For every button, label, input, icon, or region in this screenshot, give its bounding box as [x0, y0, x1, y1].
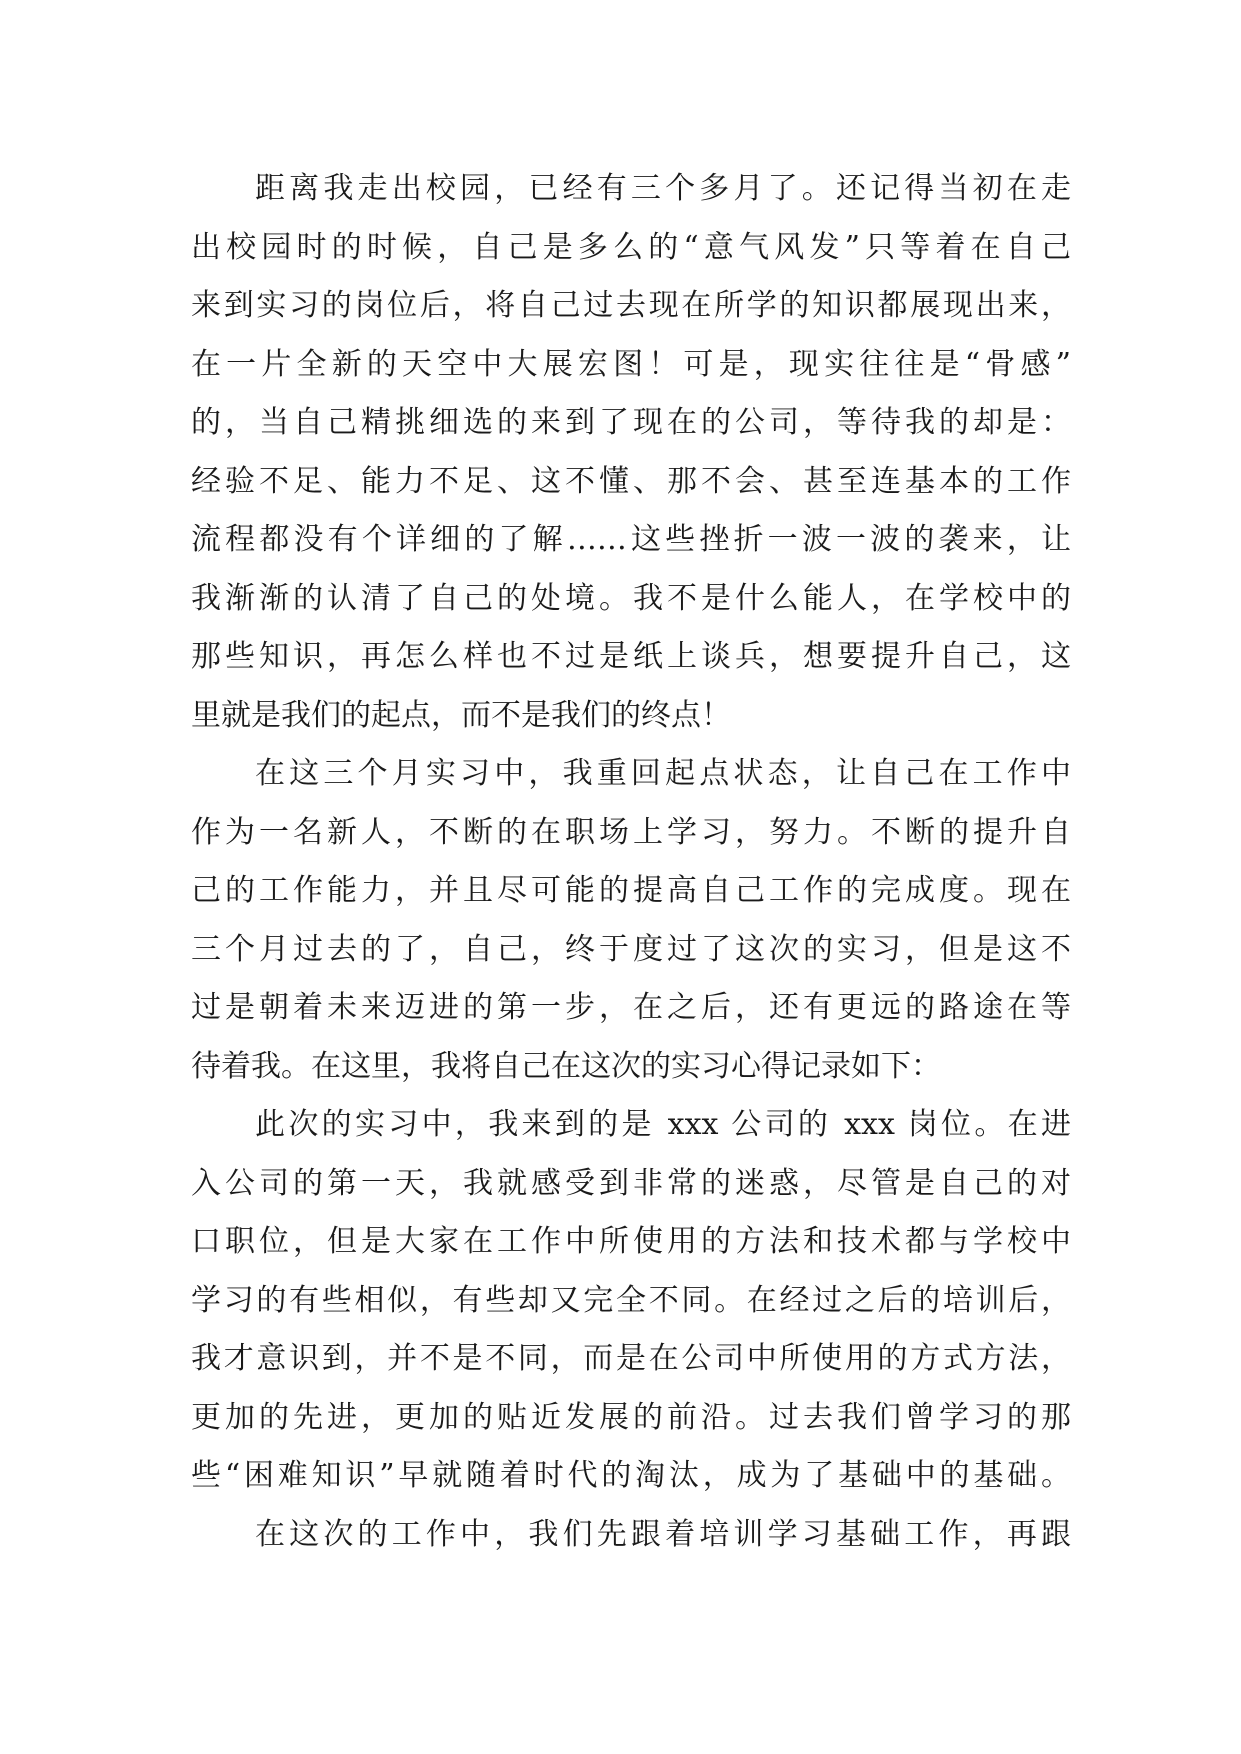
- text-line: 己的工作能力，并且尽可能的提高自己工作的完成度。现在: [191, 873, 1071, 908]
- text-line: 流程都没有个详细的了解……这些挫折一波一波的袭来，让: [191, 522, 1071, 557]
- paragraph-1: [191, 160, 1071, 745]
- text-line: 过是朝着未来迈进的第一步，在之后，还有更远的路途在等: [191, 990, 1071, 1025]
- text-line: 待着我。在这里，我将自己在这次的实习心得记录如下：: [191, 1048, 941, 1084]
- text-line: 的，当自己精挑细选的来到了现在的公司，等待我的却是：: [191, 405, 1071, 440]
- text-line: 入公司的第一天，我就感受到非常的迷惑，尽管是自己的对: [191, 1165, 1071, 1201]
- text-line: 我才意识到，并不是不同，而是在公司中所使用的方式方法，: [191, 1341, 1071, 1376]
- text-line: 经验不足、能力不足、这不懂、那不会、甚至连基本的工作: [191, 463, 1071, 499]
- text-line: 那些知识，再怎么样也不过是纸上谈兵，想要提升自己，这: [191, 639, 1071, 674]
- text-line: 学习的有些相似，有些却又完全不同。在经过之后的培训后，: [191, 1282, 1071, 1318]
- text-line: 出校园时的时候，自己是多么的“意气风发”只等着在自己: [191, 229, 1071, 265]
- text-line: 在这三个月实习中，我重回起点状态，让自己在工作中: [255, 756, 1071, 791]
- text-line: 三个月过去的了，自己，终于度过了这次的实习，但是这不: [191, 931, 1071, 967]
- text-line: 距离我走出校园，已经有三个多月了。还记得当初在走: [255, 171, 1071, 206]
- text-line: 口职位，但是大家在工作中所使用的方法和技术都与学校中: [191, 1224, 1071, 1259]
- text-line: 我渐渐的认清了自己的处境。我不是什么能人，在学校中的: [191, 580, 1071, 616]
- paragraph-2: [191, 745, 1071, 1096]
- text-line: 更加的先进，更加的贴近发展的前沿。过去我们曾学习的那: [191, 1399, 1071, 1435]
- body-text: [191, 160, 1071, 1564]
- text-line: 在一片全新的天空中大展宏图！可是，现实往往是“骨感”: [191, 346, 1071, 382]
- paragraph-3: [191, 1096, 1071, 1506]
- text-line: 此次的实习中，我来到的是 xxx 公司的 xxx 岗位。在进: [255, 1107, 1071, 1142]
- text-line: 里就是我们的起点，而不是我们的终点！: [191, 697, 731, 733]
- text-line: 来到实习的岗位后，将自己过去现在所学的知识都展现出来，: [191, 288, 1071, 323]
- text-line: 作为一名新人，不断的在职场上学习，努力。不断的提升自: [191, 814, 1071, 850]
- paragraph-4: [191, 1506, 1071, 1565]
- text-line: 在这次的工作中，我们先跟着培训学习基础工作，再跟: [255, 1516, 1071, 1552]
- text-line: 些“困难知识”早就随着时代的淘汰，成为了基础中的基础。: [191, 1458, 1071, 1493]
